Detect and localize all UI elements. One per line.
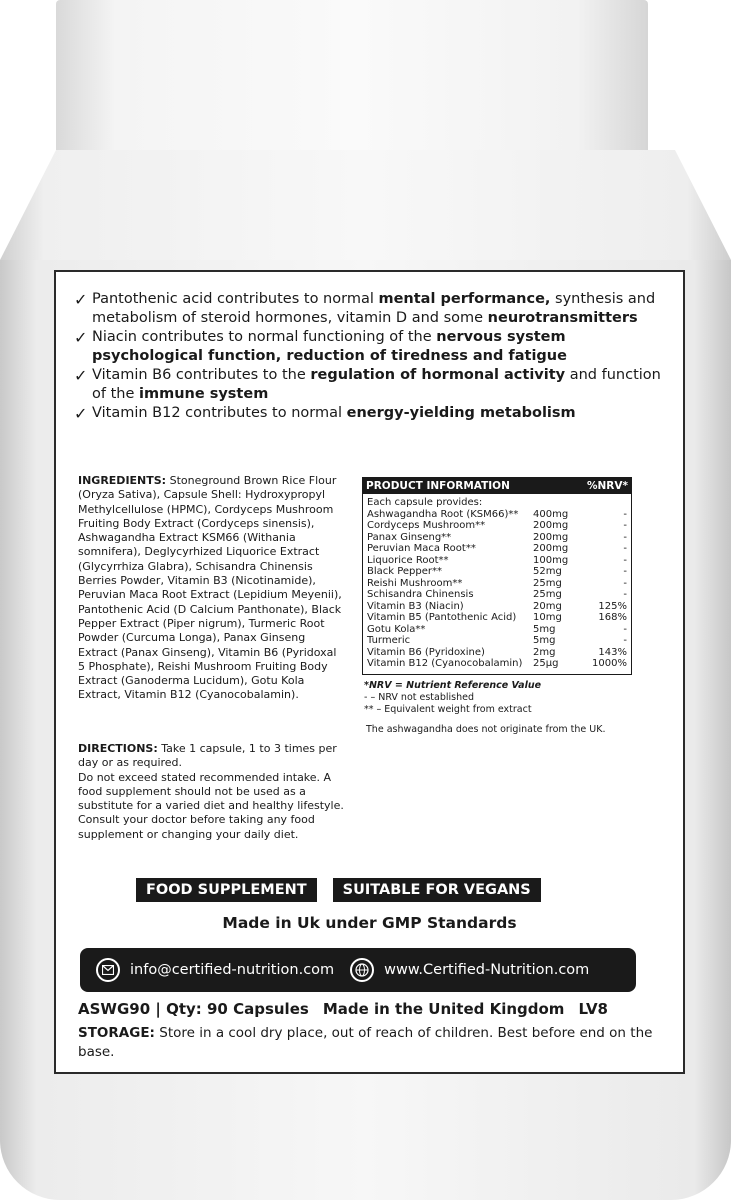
cell-amount: 200mg [533, 520, 569, 531]
table-row [367, 658, 627, 670]
cell-nrv: - [623, 520, 627, 531]
cell-nrv: - [623, 508, 627, 520]
table-row [367, 555, 627, 567]
cell-name: Vitamin B3 (Niacin) [367, 600, 464, 612]
cell-name: Peruvian Maca Root** [367, 543, 476, 554]
table-notes: *NRV = Nutrient Reference Value - – NRV not established ** – Equivalent weight from extract [364, 680, 542, 715]
cell-amount: 5mg [533, 635, 556, 646]
product-information-table [362, 477, 632, 675]
cell-name: Ashwagandha Root (KSM66)** [367, 508, 519, 520]
made-in: Made in the United Kingdom [322, 1000, 565, 1018]
cell-name: Cordyceps Mushroom** [367, 520, 486, 531]
checkmark-icon: ✓ [74, 328, 88, 347]
cell-name: Schisandra Chinensis [367, 589, 474, 600]
cell-amount: 400mg [533, 508, 569, 520]
lot-code: LV8 [578, 1000, 608, 1018]
cell-amount: 10mg [533, 612, 562, 623]
health-claims [74, 290, 674, 423]
cell-name: Vitamin B12 (Cyanocobalamin) [367, 658, 523, 669]
claim-item: ✓ Vitamin B12 contributes to normal energy-yielding metabolism [74, 404, 576, 423]
bottle-shoulder [0, 150, 731, 270]
product-code: ASWG90 | Qty: 90 Capsules [78, 1000, 309, 1018]
ingredients-text: INGREDIENTS: Stoneground Brown Rice Flour (Oryza Sativa), Capsule Shell: Hydroxypropyl Methylcellulose (HPMC), Cordyceps Mushroom Fruiting Body Extract (Cordyceps sinensis), Ashwagandha Extract KSM66 (Withania somnifera), Deglycyrhized Liquorice Extract (Glycyrrhiza Glabra), Schisandra Chinensis Berries Powder, Vitamin B3 (Nicotinamide), Peruvian Maca Root Extract (Lepidium Meyenii), Pantothenic Acid (D Calcium Panthonate), Black Pepper Extract (Piper nigrum), Turmeric Root Powder (Curcuma Longa), Panax Ginseng Extract (Panax Ginseng), Vitamin B6 (Pyridoxal 5 Phosphate), Reishi Mushroom Fruiting Body Extract (Ganoderma Lucidum), Gotu Kola Extract, Vitamin B12 (Cyanocobalamin). [78, 474, 342, 702]
cell-nrv: - [623, 577, 627, 589]
checkmark-icon: ✓ [74, 290, 88, 309]
food-supplement-badge: FOOD SUPPLEMENT [136, 878, 317, 902]
checkmark-icon: ✓ [74, 366, 88, 385]
cell-amount: 200mg [533, 543, 569, 554]
cell-name: Vitamin B6 (Pyridoxine) [367, 646, 485, 658]
table-row [367, 509, 627, 521]
table-row [367, 578, 627, 590]
cell-name: Vitamin B5 (Pantothenic Acid) [367, 612, 517, 623]
product-code-row [78, 1000, 668, 1018]
cell-nrv: - [623, 635, 627, 646]
cell-nrv: 143% [598, 646, 627, 658]
globe-icon [350, 958, 374, 982]
claim-item: ✓ Vitamin B6 contributes to the regulation of hormonal activity and function of the immune system [74, 366, 661, 402]
email-link[interactable]: info@certified-nutrition.com [96, 958, 334, 982]
cell-name: Black Pepper** [367, 566, 443, 577]
table-body: Each capsule provides: Ashwagandha Root (KSM66)** 400mg - Cordyceps Mushroom** 200mg - Panax Ginseng** 200mg - Peruvian Maca Root** 200mg - Liquorice Root** 100mg - Black Pepper** 52mg - Reishi Mushroom** 25mg - Schisandra Chinensis 25mg - Vitamin B3 (Niacin) 20mg 125% Vitamin B5 (Pantothenic Acid) 10mg 168% Gotu Kola** 5mg - Turmeric 5mg - Vitamin B6 (Pyridoxine) 2mg 143% Vitamin B12 (Cyanocobalamin) 25µg 1000% [362, 494, 632, 675]
cell-nrv: - [623, 531, 627, 543]
cell-amount: 52mg [533, 566, 562, 577]
table-row [367, 612, 627, 624]
cell-nrv: - [623, 543, 627, 554]
cell-nrv: - [623, 554, 627, 566]
cell-name: Liquorice Root** [367, 554, 449, 566]
table-row [367, 647, 627, 659]
product-label [54, 270, 685, 1074]
cell-nrv: - [623, 623, 627, 635]
cell-amount: 200mg [533, 531, 569, 543]
cell-amount: 25mg [533, 577, 562, 589]
cell-nrv: 168% [598, 612, 627, 623]
gmp-statement: Made in Uk under GMP Standards [222, 914, 517, 932]
table-row [367, 566, 627, 578]
table-row [367, 635, 627, 647]
cell-nrv: - [623, 566, 627, 577]
table-header: PRODUCT INFORMATION %NRV* [362, 477, 632, 494]
cell-nrv: - [623, 589, 627, 600]
cell-name: Gotu Kola** [367, 623, 426, 635]
claim-item: ✓ Niacin contributes to normal functioning of the nervous system psychological function, reduction of tiredness and fatigue [74, 328, 567, 364]
claim-item: ✓ Pantothenic acid contributes to normal mental performance, synthesis and metabolism of steroid hormones, vitamin D and some neurotransmitters [74, 290, 656, 326]
origin-note: The ashwagandha does not originate from the UK. [366, 724, 606, 735]
cell-amount: 2mg [533, 646, 556, 658]
table-row [367, 532, 627, 544]
storage-text: STORAGE: Store in a cool dry place, out of reach of children. Best before end on the base. [78, 1025, 653, 1060]
table-row [367, 543, 627, 555]
cell-amount: 20mg [533, 600, 562, 612]
cell-nrv: 1000% [592, 658, 627, 669]
envelope-icon [96, 958, 120, 982]
cell-nrv: 125% [598, 600, 627, 612]
cell-name: Turmeric [367, 635, 411, 646]
cell-amount: 25mg [533, 589, 562, 600]
vegan-badge: SUITABLE FOR VEGANS [333, 878, 541, 902]
contact-bar [80, 948, 636, 992]
table-row [367, 601, 627, 613]
cell-name: Reishi Mushroom** [367, 577, 463, 589]
cell-amount: 100mg [533, 554, 569, 566]
table-row [367, 624, 627, 636]
website-link[interactable]: www.Certified-Nutrition.com [350, 958, 589, 982]
cell-amount: 25µg [533, 658, 559, 669]
table-row [367, 589, 627, 601]
checkmark-icon: ✓ [74, 404, 88, 423]
cell-name: Panax Ginseng** [367, 531, 452, 543]
directions-text: DIRECTIONS: Take 1 capsule, 1 to 3 times per day or as required. Do not exceed stated recommended intake. A food supplement should not be used as a substitute for a varied diet and healthy lifestyle. Consult your doctor before taking any food supplement or changing your daily diet. [78, 742, 344, 841]
cell-amount: 5mg [533, 623, 556, 635]
badges [136, 878, 606, 902]
table-row [367, 520, 627, 532]
